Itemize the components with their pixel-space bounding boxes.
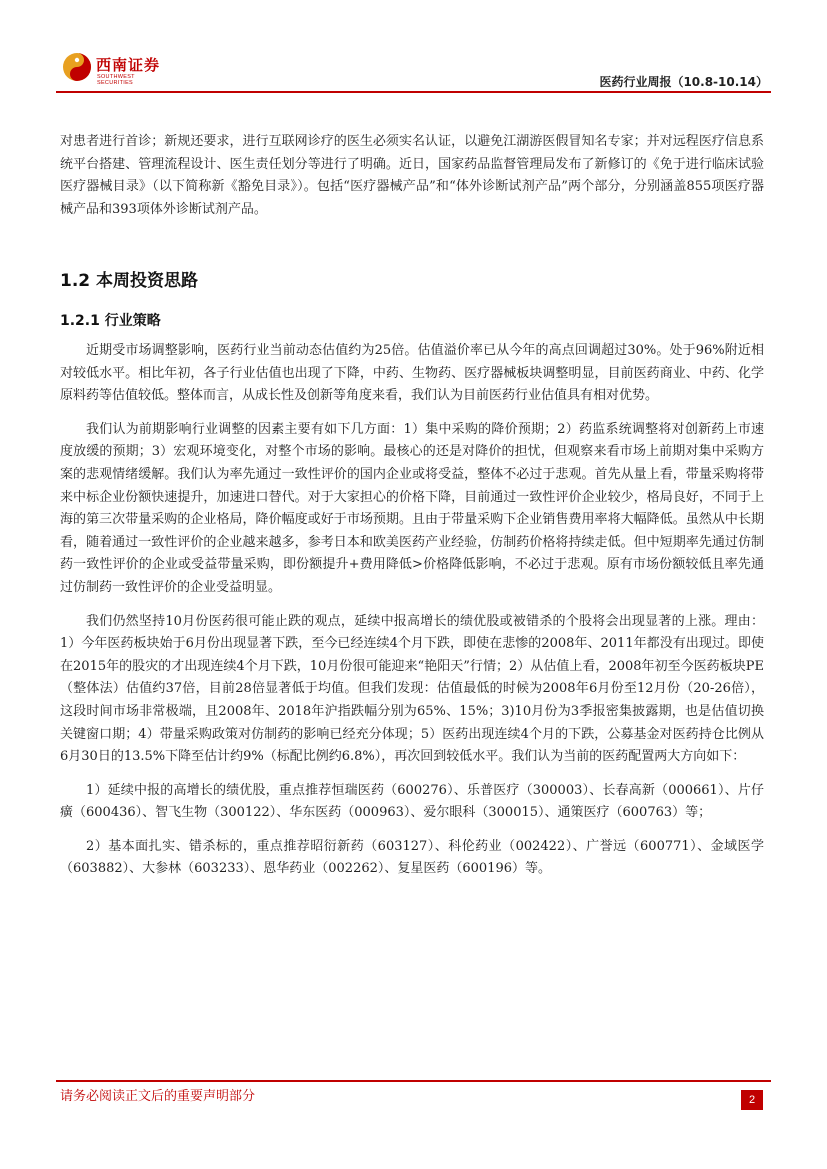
report-title: 医药行业周报（10.8-10.14） bbox=[599, 75, 768, 89]
intro-section bbox=[60, 131, 764, 221]
strategy-paragraph: 我们认为前期影响行业调整的因素主要有如下几方面：1）集中采购的降价预期；2）药监系统调整将对创新药上市速度放缓的预期；3）宏观环境变化，对整个市场的影响。最核心的还是对降价的担忧，但观察来看市场上前期对集中采购方案的悲观情绪缓解。我们认为率先通过一致性评价的国内企业或将受益，整体不必过于悲观。首先从量上看，带量采购将带来中标企业份额快速提升，加速进口替代。对于大家担心的价格下降，目前通过一致性评价企业较少，格局良好，不同于上海的第三次带量采购的企业格局，降价幅度或好于市场预期。且由于带量采购下企业销售费用率将大幅降低。虽然从中长期看，随着通过一致性评价的企业越来越多，参考日本和欧美医药产业经验，仿制药价格将持续走低。但中短期率先通过仿制药一致性评价的企业或受益带量采购，即份额提升+费用降低>价格降低影响，不必过于悲观。原有市场份额较低且率先通过仿制药一致性评价的企业受益明显。 bbox=[60, 421, 764, 595]
footer-divider bbox=[56, 1080, 771, 1082]
strategy-paragraph: 近期受市场调整影响，医药行业当前动态估值约为25倍。估值溢价率已从今年的高点回调超过30%。处于96%附近相对较低水平。相比年初，各子行业估值也出现了下降，中药、生物药、医疗器械板块调整明显，目前医药商业、中药、化学原料药等估值较低。整体而言，从成长性及创新等角度来看，我们认为目前医药行业估值具有相对优势。 bbox=[60, 343, 764, 404]
header-divider bbox=[56, 91, 771, 93]
logo-chinese-name: 西南证券 bbox=[96, 56, 161, 74]
intro-paragraph: 对患者进行首诊；新规还要求，进行互联网诊疗的医生必须实名认证，以避免江湖游医假冒知名专家；并对远程医疗信息系统平台搭建、管理流程设计、医生责任划分等进行了明确。近日，国家药品监督管理局发布了新修订的《免于进行临床试验医疗器械目录》（以下简称新《豁免目录》）。包括“医疗器械产品”和“体外诊断试剂产品”两个部分，分别涵盖855项医疗器械产品和393项体外诊断试剂产品。 bbox=[60, 134, 764, 217]
section-heading: 1.2 本周投资思路 bbox=[60, 271, 199, 291]
subsection-heading: 1.2.1 行业策略 bbox=[60, 313, 161, 329]
strategy-section bbox=[60, 340, 764, 881]
recommendation-paragraph: 2）基本面扎实、错杀标的，重点推荐昭衍新药（603127）、科伦药业（002422）、广誉远（600771）、金域医学（603882）、大参林（603233）、恩华药业（002262）、复星医药（600196）等。 bbox=[60, 838, 764, 877]
page-number: 2 bbox=[741, 1090, 763, 1110]
recommendation-paragraph: 1）延续中报的高增长的绩优股，重点推荐恒瑞医药（600276）、乐普医疗（300003）、长春高新（000661）、片仔癀（600436）、智飞生物（300122）、华东医药（000963）、爱尔眼科（300015）、通策医疗（600763）等； bbox=[60, 782, 764, 821]
company-logo bbox=[62, 50, 172, 90]
company-logo-icon bbox=[62, 52, 92, 82]
strategy-paragraph: 我们仍然坚持10月份医药很可能止跌的观点，延续中报高增长的绩优股或被错杀的个股将会出现显著的上涨。理由：1）今年医药板块始于6月份出现显著下跌，至今已经连续4个月下跌，即使在悲惨的2008年、2011年都没有出现过。即使在2015年的股灾的才出现连续4个月下跌，10月份很可能迎来“艳阳天”行情；2）从估值上看，2008年初至今医药板块PE（整体法）估值约37倍，目前28倍显著低于均值。但我们发现：估值最低的时候为2008年6月份至12月份（20-26倍），这段时间市场非常极端，且2008年、2018年沪指跌幅分别为65%、15%；3)10月份为3季报密集披露期，也是估值切换关键窗口期；4）带量采购政策对仿制药的影响已经充分体现；5）医药出现连续4个月的下跌，公募基金对医药持仓比例从6月30日的13.5%下降至估计约9%（标配比例约6.8%），再次回到较低水平。我们认为当前的医药配置两大方向如下： bbox=[60, 613, 764, 765]
footer-disclaimer: 请务必阅读正文后的重要声明部分 bbox=[60, 1089, 256, 1104]
logo-english-name: SOUTHWEST SECURITIES bbox=[97, 74, 135, 86]
